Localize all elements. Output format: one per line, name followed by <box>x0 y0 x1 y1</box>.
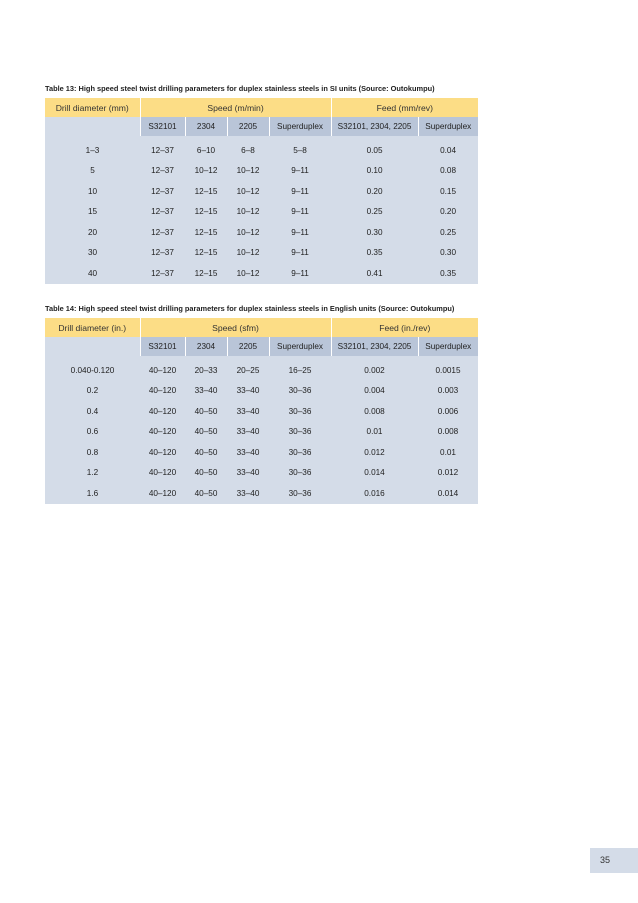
subheader-cell: Superduplex <box>418 117 478 136</box>
cell-value: 0.003 <box>418 381 478 402</box>
table-row <box>45 442 478 463</box>
subheader-cell: Superduplex <box>269 117 331 136</box>
subheader-blank <box>45 117 140 136</box>
cell-drill-diameter: 1–3 <box>45 136 140 161</box>
cell-value: 10–12 <box>227 222 269 243</box>
cell-value: 0.25 <box>418 222 478 243</box>
cell-drill-diameter: 10 <box>45 181 140 202</box>
table-14-caption: Table 14: High speed steel twist drilling parameters for duplex stainless steels in English units (Source: Outokumpu) <box>45 304 455 313</box>
cell-value: 40–120 <box>140 442 185 463</box>
cell-value: 10–12 <box>227 181 269 202</box>
cell-value: 20–33 <box>185 356 227 381</box>
subheader-cell: Superduplex <box>418 337 478 356</box>
cell-value: 10–12 <box>227 243 269 264</box>
cell-value: 0.01 <box>331 422 418 443</box>
cell-value: 30–36 <box>269 422 331 443</box>
table-row <box>45 263 478 284</box>
cell-value: 12–37 <box>140 243 185 264</box>
cell-value: 12–15 <box>185 222 227 243</box>
cell-value: 40–120 <box>140 422 185 443</box>
cell-value: 0.01 <box>418 442 478 463</box>
cell-value: 0.008 <box>331 401 418 422</box>
cell-value: 9–11 <box>269 202 331 223</box>
table-row <box>45 356 478 381</box>
cell-drill-diameter: 20 <box>45 222 140 243</box>
table-row <box>45 181 478 202</box>
table-row <box>45 381 478 402</box>
cell-drill-diameter: 5 <box>45 161 140 182</box>
subheader-cell: S32101 <box>140 117 185 136</box>
cell-value: 9–11 <box>269 161 331 182</box>
table-subheader-row <box>45 117 478 136</box>
table-row <box>45 202 478 223</box>
subheader-cell: 2304 <box>185 117 227 136</box>
cell-value: 0.05 <box>331 136 418 161</box>
cell-value: 0.004 <box>331 381 418 402</box>
table-subheader-row <box>45 337 478 356</box>
cell-value: 12–37 <box>140 161 185 182</box>
cell-value: 40–120 <box>140 401 185 422</box>
header-feed: Feed (in./rev) <box>331 318 478 337</box>
cell-value: 12–37 <box>140 202 185 223</box>
cell-value: 9–11 <box>269 181 331 202</box>
cell-drill-diameter: 0.6 <box>45 422 140 443</box>
cell-value: 33–40 <box>227 463 269 484</box>
cell-value: 30–36 <box>269 483 331 504</box>
cell-value: 0.35 <box>331 243 418 264</box>
table-13-caption: Table 13: High speed steel twist drilling parameters for duplex stainless steels in SI units (Source: Outokumpu) <box>45 84 435 93</box>
cell-value: 0.10 <box>331 161 418 182</box>
subheader-cell: S32101, 2304, 2205 <box>331 337 418 356</box>
cell-value: 0.012 <box>331 442 418 463</box>
cell-value: 0.008 <box>418 422 478 443</box>
cell-drill-diameter: 15 <box>45 202 140 223</box>
subheader-cell: S32101, 2304, 2205 <box>331 117 418 136</box>
table-row <box>45 401 478 422</box>
table-row <box>45 463 478 484</box>
cell-value: 30–36 <box>269 463 331 484</box>
cell-value: 9–11 <box>269 222 331 243</box>
cell-drill-diameter: 0.2 <box>45 381 140 402</box>
cell-value: 12–37 <box>140 263 185 284</box>
cell-value: 6–8 <box>227 136 269 161</box>
cell-value: 40–120 <box>140 356 185 381</box>
page-number: 35 <box>590 848 638 873</box>
cell-value: 33–40 <box>185 381 227 402</box>
header-speed: Speed (sfm) <box>140 318 331 337</box>
cell-value: 40–120 <box>140 463 185 484</box>
cell-value: 12–37 <box>140 136 185 161</box>
header-speed: Speed (m/min) <box>140 98 331 117</box>
cell-value: 9–11 <box>269 243 331 264</box>
cell-value: 0.014 <box>418 483 478 504</box>
cell-value: 40–50 <box>185 483 227 504</box>
cell-drill-diameter: 30 <box>45 243 140 264</box>
table-header-row <box>45 318 478 337</box>
subheader-cell: S32101 <box>140 337 185 356</box>
cell-value: 0.15 <box>418 181 478 202</box>
cell-drill-diameter: 0.8 <box>45 442 140 463</box>
table-row <box>45 483 478 504</box>
cell-value: 33–40 <box>227 483 269 504</box>
cell-value: 0.002 <box>331 356 418 381</box>
cell-value: 30–36 <box>269 442 331 463</box>
cell-value: 6–10 <box>185 136 227 161</box>
cell-drill-diameter: 0.040-0.120 <box>45 356 140 381</box>
cell-value: 30–36 <box>269 401 331 422</box>
cell-value: 5–8 <box>269 136 331 161</box>
table-14 <box>45 318 478 504</box>
cell-value: 20–25 <box>227 356 269 381</box>
cell-value: 40–120 <box>140 483 185 504</box>
cell-value: 16–25 <box>269 356 331 381</box>
cell-value: 30–36 <box>269 381 331 402</box>
cell-value: 10–12 <box>227 202 269 223</box>
subheader-cell: 2205 <box>227 117 269 136</box>
cell-value: 33–40 <box>227 422 269 443</box>
cell-value: 33–40 <box>227 401 269 422</box>
cell-value: 40–50 <box>185 401 227 422</box>
cell-value: 33–40 <box>227 381 269 402</box>
subheader-blank <box>45 337 140 356</box>
cell-value: 40–50 <box>185 442 227 463</box>
header-drill-diameter: Drill diameter (in.) <box>45 318 140 337</box>
header-feed: Feed (mm/rev) <box>331 98 478 117</box>
cell-value: 0.25 <box>331 202 418 223</box>
cell-value: 0.04 <box>418 136 478 161</box>
cell-value: 0.08 <box>418 161 478 182</box>
cell-value: 40–50 <box>185 422 227 443</box>
cell-value: 0.014 <box>331 463 418 484</box>
table-row <box>45 243 478 264</box>
cell-value: 0.006 <box>418 401 478 422</box>
cell-value: 9–11 <box>269 263 331 284</box>
cell-value: 0.20 <box>331 181 418 202</box>
table-row <box>45 422 478 443</box>
cell-value: 0.41 <box>331 263 418 284</box>
subheader-cell: 2304 <box>185 337 227 356</box>
cell-value: 0.012 <box>418 463 478 484</box>
cell-drill-diameter: 1.6 <box>45 483 140 504</box>
cell-value: 12–37 <box>140 181 185 202</box>
cell-value: 40–120 <box>140 381 185 402</box>
cell-value: 0.0015 <box>418 356 478 381</box>
cell-value: 12–15 <box>185 202 227 223</box>
table-row <box>45 161 478 182</box>
cell-value: 10–12 <box>227 263 269 284</box>
cell-value: 10–12 <box>227 161 269 182</box>
table-row <box>45 136 478 161</box>
cell-value: 40–50 <box>185 463 227 484</box>
table-header-row <box>45 98 478 117</box>
cell-drill-diameter: 40 <box>45 263 140 284</box>
table-13 <box>45 98 478 284</box>
cell-value: 12–37 <box>140 222 185 243</box>
cell-value: 12–15 <box>185 181 227 202</box>
cell-value: 12–15 <box>185 243 227 264</box>
cell-value: 0.30 <box>418 243 478 264</box>
table-row <box>45 222 478 243</box>
cell-value: 0.35 <box>418 263 478 284</box>
cell-value: 0.20 <box>418 202 478 223</box>
cell-value: 0.016 <box>331 483 418 504</box>
subheader-cell: 2205 <box>227 337 269 356</box>
cell-drill-diameter: 0.4 <box>45 401 140 422</box>
subheader-cell: Superduplex <box>269 337 331 356</box>
cell-value: 0.30 <box>331 222 418 243</box>
cell-value: 10–12 <box>185 161 227 182</box>
header-drill-diameter: Drill diameter (mm) <box>45 98 140 117</box>
cell-drill-diameter: 1.2 <box>45 463 140 484</box>
cell-value: 12–15 <box>185 263 227 284</box>
cell-value: 33–40 <box>227 442 269 463</box>
